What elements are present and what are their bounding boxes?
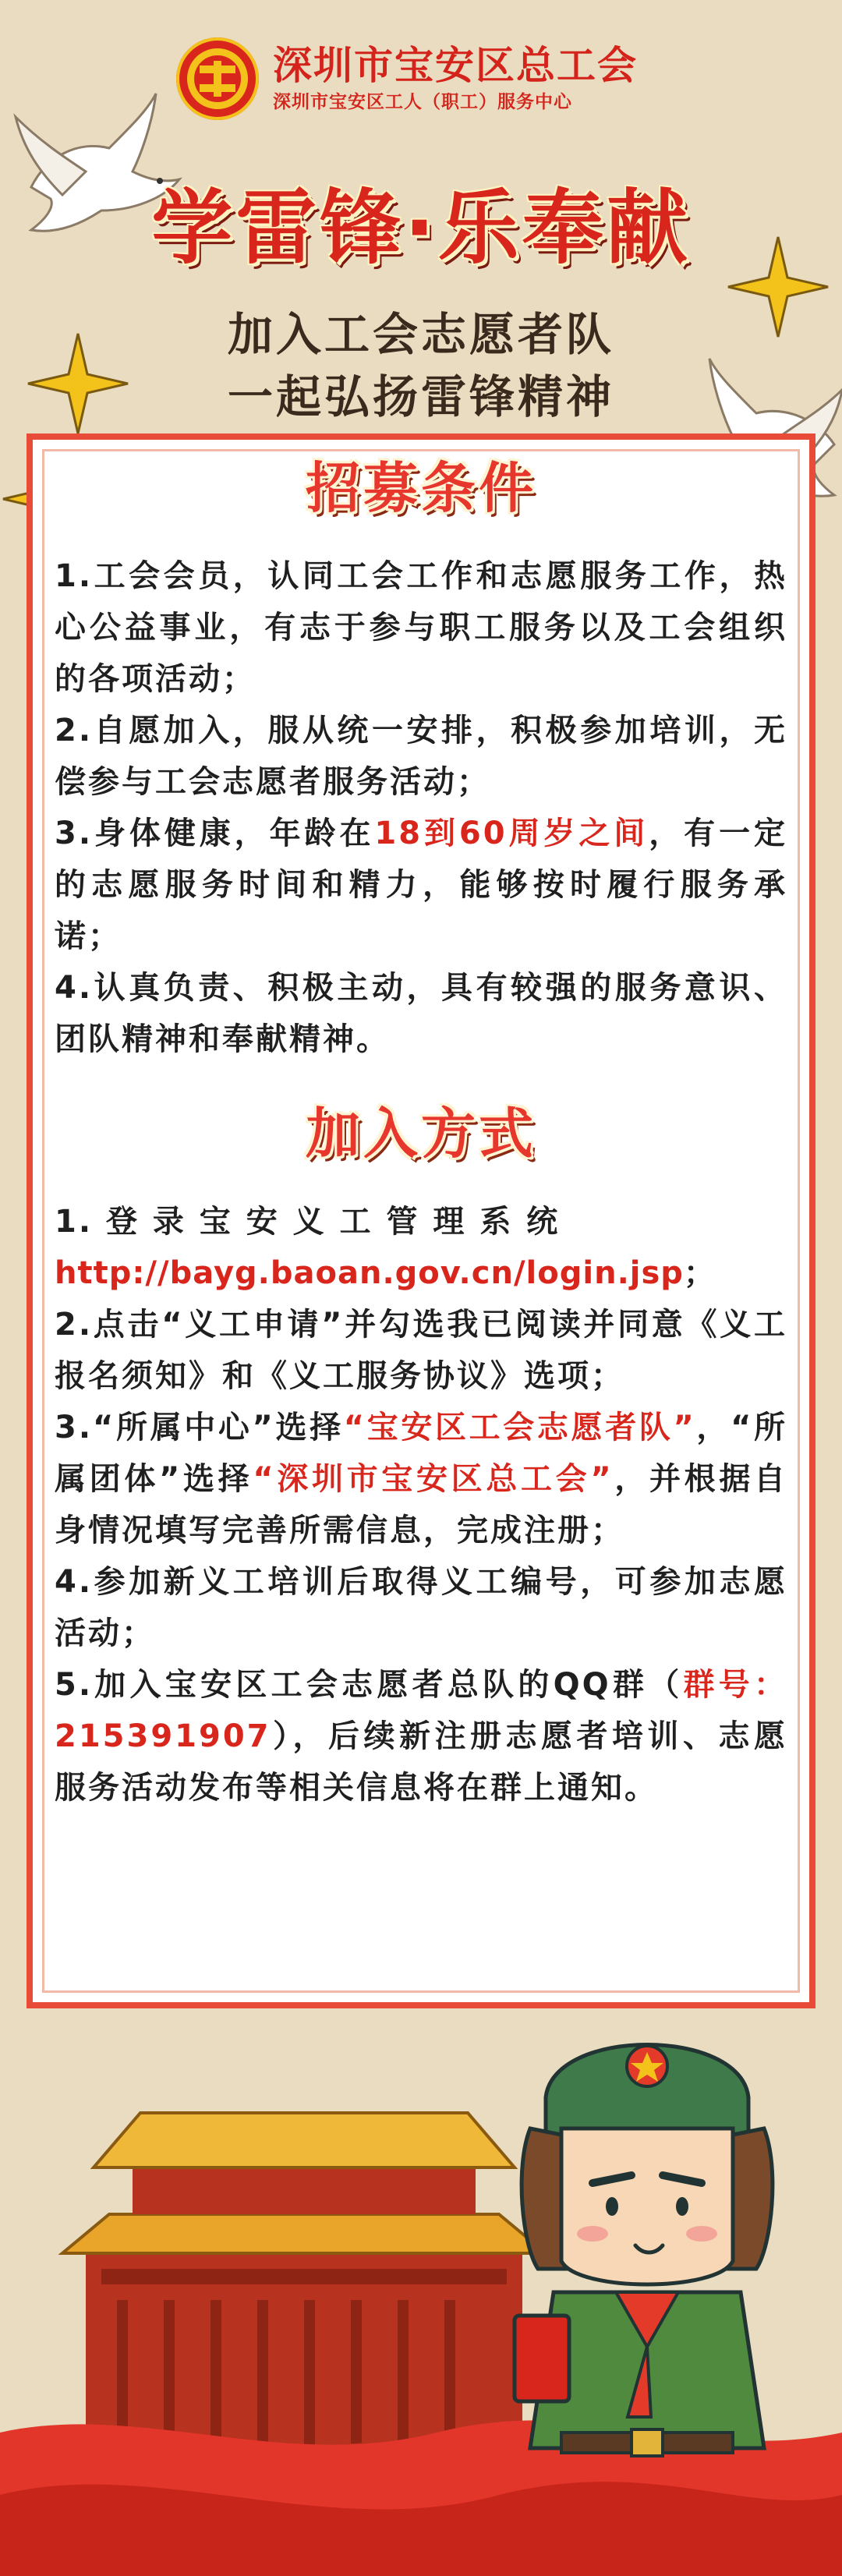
union-logo-icon bbox=[176, 37, 259, 120]
qq-group-highlight: 群号：215391907 bbox=[55, 1667, 787, 1754]
recruit-heading-text: 招募条件 bbox=[306, 456, 536, 520]
join-heading-text: 加入方式 bbox=[306, 1102, 536, 1166]
recruit-item-4: 4.认真负责、积极主动，具有较强的服务意识、团队精神和奉献精神。 bbox=[55, 970, 787, 1057]
center-highlight: “宝安区工会志愿者队” bbox=[343, 1410, 696, 1445]
recruit-conditions bbox=[55, 550, 787, 1065]
org-name: 深圳市宝安区总工会 bbox=[273, 43, 638, 88]
join-step-4: 4.参加新义工培训后取得义工编号，可参加志愿活动； bbox=[55, 1564, 787, 1651]
lei-feng-cartoon bbox=[515, 2045, 773, 2457]
join-step-3: 3.“所属中心”选择“宝安区工会志愿者队”，“所属团体”选择“深圳市宝安区总工会”，并根据自身情况填写完善所需信息，完成注册； bbox=[55, 1410, 788, 1548]
recruit-item-1: 1.工会会员，认同工会工作和志愿服务工作，热心公益事业，有志于参与职工服务以及工会组织的各项活动； bbox=[55, 558, 787, 697]
recruit-item-3: 3.身体健康，年龄在18到60周岁之间，有一定的志愿服务时间和精力，能够按时履行服务承诺； bbox=[55, 816, 788, 954]
recruit-heading bbox=[0, 444, 842, 523]
subtitle-line-1: 加入工会志愿者队 bbox=[227, 308, 614, 361]
join-step-5: 5.加入宝安区工会志愿者总队的QQ群（群号：215391907），后续新注册志愿者培训、志愿服务活动发布等相关信息将在群上通知。 bbox=[55, 1667, 787, 1806]
join-step-2: 2.点击“义工申请”并勾选我已阅读并同意《义工报名须知》和《义工服务协议》选项； bbox=[55, 1307, 787, 1394]
subtitle-line-2: 一起弘扬雷锋精神 bbox=[227, 370, 614, 423]
bottom-illustration bbox=[0, 1996, 842, 2576]
red-book-icon bbox=[515, 2316, 569, 2401]
group-highlight: “深圳市宝安区总工会” bbox=[253, 1461, 614, 1497]
org-subtitle: 深圳市宝安区工人（职工）服务中心 bbox=[273, 92, 572, 112]
main-title: 学雷锋·乐奉献 bbox=[151, 180, 691, 275]
recruit-item-2: 2.自愿加入，服从统一安排，积极参加培训，无偿参与工会志愿者服务活动； bbox=[55, 713, 787, 800]
login-url-link[interactable]: http://bayg.baoan.gov.cn/login.jsp bbox=[55, 1255, 684, 1291]
join-step-1: 1. 登 录 宝 安 义 工 管 理 系 统 http://bayg.baoan.gov.cn/login.jsp； bbox=[55, 1204, 717, 1291]
join-heading bbox=[0, 1090, 842, 1169]
age-range-highlight: 18到60周岁之间 bbox=[374, 816, 649, 851]
org-header bbox=[176, 37, 638, 120]
join-steps bbox=[55, 1196, 787, 1813]
